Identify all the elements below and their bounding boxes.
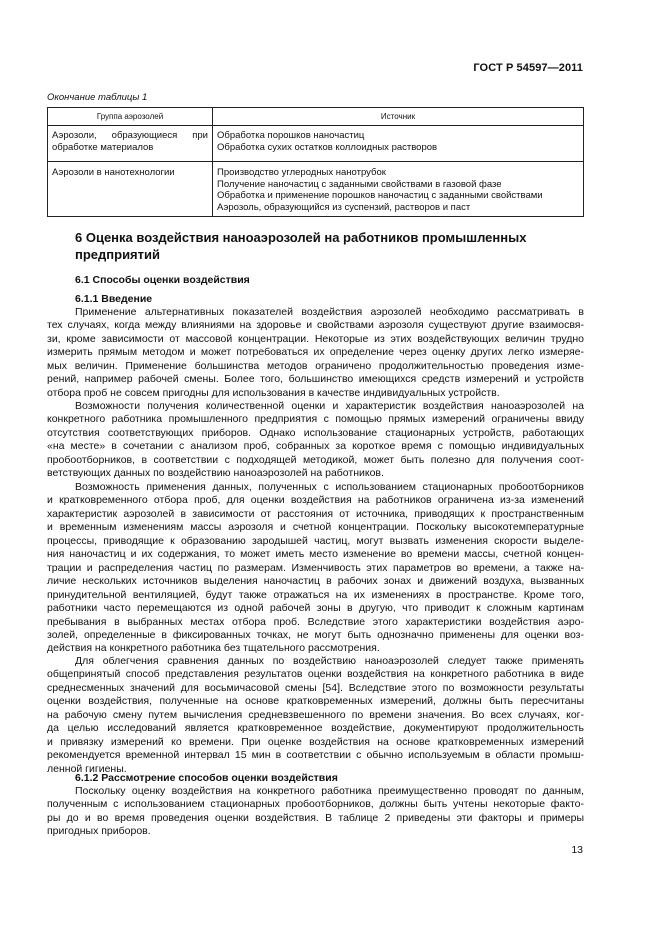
table-cell-group <box>48 126 213 162</box>
subsection-6-1-1-heading: 6.1.1 Введение <box>75 293 153 305</box>
text-line: Возможность применения данных, полученных с использованием стационарных пробоотборников <box>75 481 584 493</box>
text-line: оценки воздействия, полученные на основе кратковременных измерений, должны быть пересчитаны <box>47 695 584 708</box>
text-line: общепринятый способ представления результатов оценки воздействия на конкретного работника в виде <box>47 668 584 681</box>
text-line: да целью исследований является кратковременное воздействие, документируют продолжительность <box>47 722 584 735</box>
text-line: отбора проб не совсем пригодны для использования в качестве индивидуальных устройств. <box>47 386 500 399</box>
cell-line: Обработка сухих остатков коллоидных растворов <box>217 141 438 153</box>
aerosol-sources-table <box>47 107 584 217</box>
text-line: пригодных приборов. <box>47 825 151 838</box>
subsection-6-1-heading: 6.1 Способы оценки воздействия <box>75 274 250 286</box>
heading-line: 6 Оценка воздействия наноаэрозолей на работников промышленных <box>75 230 527 245</box>
subsection-6-1-2-heading: 6.1.2 Рассмотрение способов оценки воздействия <box>75 772 338 784</box>
column-header-group: Группа аэрозолей <box>48 108 213 126</box>
table-caption: Окончание таблицы 1 <box>47 92 148 103</box>
text-line: измерить прямым методом и может потребоваться их определение через оценку других легко измеряе- <box>47 346 584 359</box>
column-header-source: Источник <box>213 108 584 126</box>
table-cell-group <box>48 162 213 217</box>
section-6-heading <box>75 230 575 263</box>
text-line: характеристик аэрозолей в зависимости от расстояния от источника, приводящих к пространственным <box>47 507 584 520</box>
text-line: пробоотборников, в соответствии с подходящей методикой, может быть полезно для получения соот- <box>47 453 584 466</box>
paragraph-3 <box>47 481 584 656</box>
text-line: Применение альтернативных показателей воздействия аэрозолей необходимо рассматривать в <box>75 306 584 318</box>
text-line: «на месте» в сочетании с анализом проб, собранных за короткое время с помощью индивидуальных <box>47 440 584 453</box>
cell-line: Аэрозоли в нанотехнологии <box>52 167 175 178</box>
heading-line: предприятий <box>75 246 160 262</box>
table-row <box>48 162 584 217</box>
text-line: Поскольку оценку воздействия на конкретного работника преимущественно проводят по данным, <box>75 785 584 797</box>
paragraph-1 <box>47 306 584 400</box>
text-line: среднесменных значений для восьмичасовой смены [54]. Вследствие этого по возможности результаты <box>47 681 584 694</box>
paragraph-5 <box>47 785 584 839</box>
text-line: трации и распределения частиц по размерам. Изменчивость этих параметров во времени, а также на- <box>47 561 584 574</box>
cell-line: Получение наночастиц с заданными свойствами в газовой фазе <box>217 178 502 190</box>
text-line: пребывания в выбранных местах отбора проб. Вследствие этого характеристики воздействия аэро- <box>47 615 584 628</box>
cell-line: обработке материалов <box>52 141 154 153</box>
cell-line: Обработка порошков наночастиц <box>217 130 365 141</box>
table-cell-source <box>213 162 584 217</box>
text-line: ния наночастиц и их содержания, то может иметь место изменение во времени массы, счетной концен- <box>47 548 584 561</box>
cell-line: Обработка и применение порошков наночастиц с заданными свойствами <box>217 190 543 202</box>
text-line: принудительной вентиляцией, будут также отражаться на их изменениях в пространстве. Кроме того, <box>47 588 584 601</box>
page-number: 13 <box>571 844 583 856</box>
cell-line: Аэрозоль, образующийся из суспензий, растворов и паст <box>217 201 471 213</box>
text-line: рений, например рабочей смены. Более того, большинство имеющихся средств измерений и устройств <box>47 373 584 386</box>
text-line: действия на конкретного работника без тщательного рассмотрения. <box>47 642 380 655</box>
text-line: личие нескольких источников выделения наночастиц в рабочих зонах и движений воздуха, вызванных <box>47 575 584 588</box>
text-line: ветствующих данных по воздействию наноаэрозолей на работников. <box>47 467 384 480</box>
text-line: рекомендуется временной интервал 15 мин в соответствии с обычно используемым в области промыш- <box>47 749 584 762</box>
text-line: полученным с использованием стационарных пробоотборников, должны быть учтены некоторые факто- <box>47 798 584 811</box>
table-cell-source <box>213 126 584 162</box>
text-line: конкретного работника промышленного предприятия с помощью прямых измерений ограничены ввиду <box>47 413 584 426</box>
cell-line: Производство углеродных нанотрубок <box>217 167 386 178</box>
text-line: работники часто перемещаются из одной рабочей зоны в другую, что приводит к сложным картинам <box>47 602 584 615</box>
text-line: отсутствия соответствующих приборов. Однако использование стационарных устройств, работающих <box>47 426 584 439</box>
paragraph-4 <box>47 655 584 776</box>
text-line: на рабочую смену путем вычисления средневзвешенного по времени значения. Во всех случаях, ког- <box>47 708 584 721</box>
text-line: ленной гигиены. <box>47 762 127 775</box>
paragraph-2 <box>47 400 584 481</box>
text-line: зи, кроме зависимости от массовой концентрации. Некоторые из этих воздействующих величин трудно <box>47 332 584 345</box>
text-line: и временным изменениям массы аэрозоля и счетной концентрации. Поскольку высокотемпературные <box>47 521 584 534</box>
text-line: Для облегчения сравнения данных по воздействию наноаэрозолей следует также применять <box>75 655 584 667</box>
text-line: процессы, приводящие к образованию зародышей частиц, могут вызвать изменения скорости выделе- <box>47 534 584 547</box>
cell-line: Аэрозоли, образующиеся при <box>52 130 208 141</box>
standard-code: ГОСТ Р 54597—2011 <box>473 62 583 74</box>
text-line: мых величин. Применение большинства методов ограничено продолжительностью проведения изме- <box>47 359 584 372</box>
text-line: Возможности получения количественной оценки и характеристик воздействия наноаэрозолей на <box>75 400 584 412</box>
text-line: ры до и во время проведения оценки воздействия. В таблице 2 приведены эти факторы и примеры <box>47 811 584 824</box>
text-line: тех случаях, когда между влияниями на здоровье и свойствами аэрозоля существуют другие взаимосвя- <box>47 319 584 332</box>
text-line: золей, определенные в фиксированных точках, не могут быть однозначно применены для оценки воз- <box>47 628 584 641</box>
text-line: и привязку измерений ко времени. При оценке воздействия на основе кратковременных измерений <box>47 735 584 748</box>
table-header-row <box>48 108 584 126</box>
text-line: и кратковременного отбора проб, для оценки воздействия на работников ограничена из-за изменений <box>47 494 584 507</box>
table-row <box>48 126 584 162</box>
